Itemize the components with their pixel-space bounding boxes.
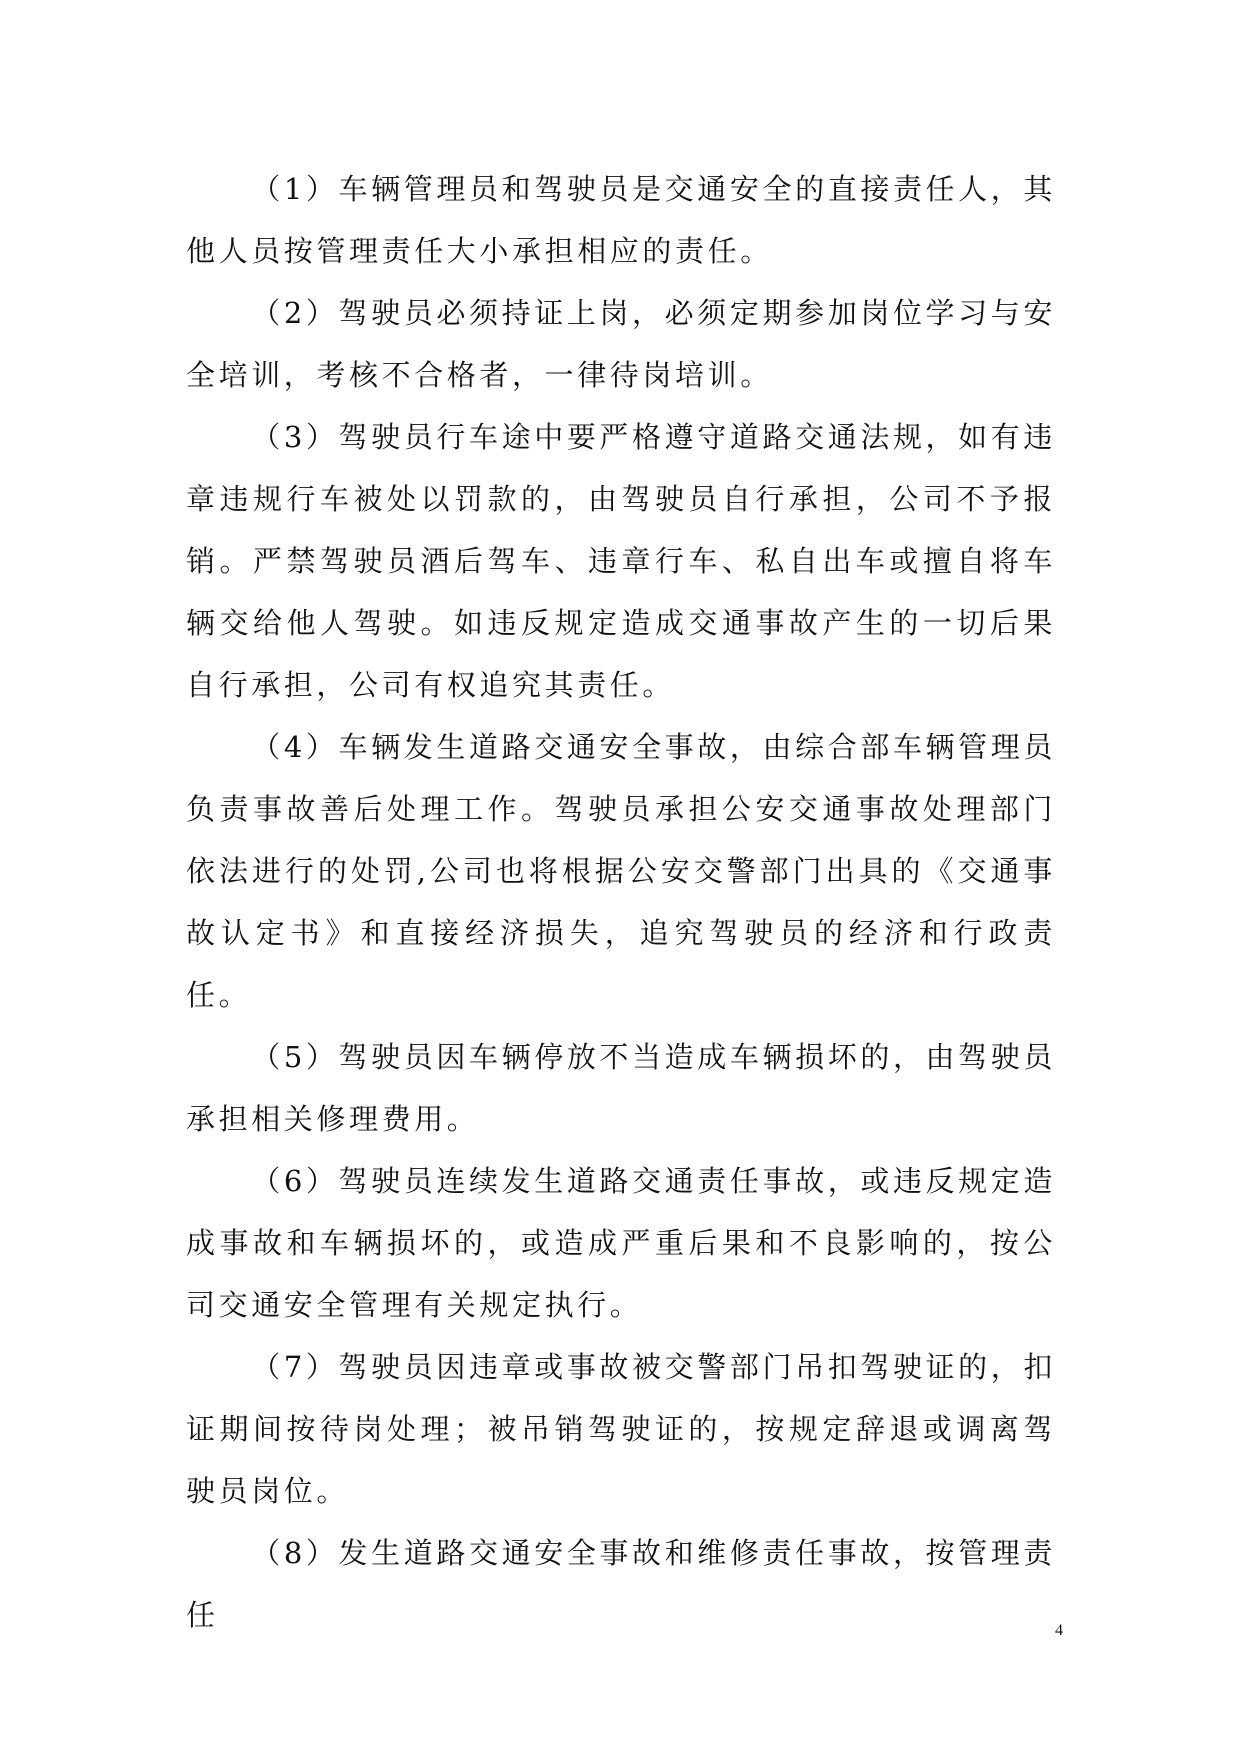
- paragraph-8: （8）发生道路交通安全事故和维修责任事故，按管理责任: [186, 1536, 1056, 1632]
- paragraph-4: （4）车辆发生道路交通安全事故，由综合部车辆管理员负责事故善后处理工作。驾驶员承担公安交通事故处理部门依法进行的处罚,公司也将根据公安交警部门出具的《交通事故认定书》和直接经济损失，追究驾驶员的经济和行政责任。: [186, 730, 1056, 1012]
- paragraph-7: （7）驾驶员因违章或事故被交警部门吊扣驾驶证的，扣证期间按待岗处理；被吊销驾驶证的，按规定辞退或调离驾驶员岗位。: [186, 1350, 1056, 1508]
- page-number: 4: [1055, 1622, 1063, 1639]
- body-text: [186, 158, 1056, 1646]
- paragraph-3: （3）驾驶员行车途中要严格遵守道路交通法规，如有违章违规行车被处以罚款的，由驾驶员自行承担，公司不予报销。严禁驾驶员酒后驾车、违章行车、私自出车或擅自将车辆交给他人驾驶。如违反规定造成交通事故产生的一切后果自行承担，公司有权追究其责任。: [186, 420, 1056, 702]
- paragraph-1: （1）车辆管理员和驾驶员是交通安全的直接责任人，其他人员按管理责任大小承担相应的责任。: [186, 172, 1056, 268]
- paragraph-5: （5）驾驶员因车辆停放不当造成车辆损坏的，由驾驶员承担相关修理费用。: [186, 1040, 1056, 1136]
- paragraph-2: （2）驾驶员必须持证上岗，必须定期参加岗位学习与安全培训，考核不合格者，一律待岗培训。: [186, 296, 1056, 392]
- paragraph-6: （6）驾驶员连续发生道路交通责任事故，或违反规定造成事故和车辆损坏的，或造成严重后果和不良影响的，按公司交通安全管理有关规定执行。: [186, 1164, 1056, 1322]
